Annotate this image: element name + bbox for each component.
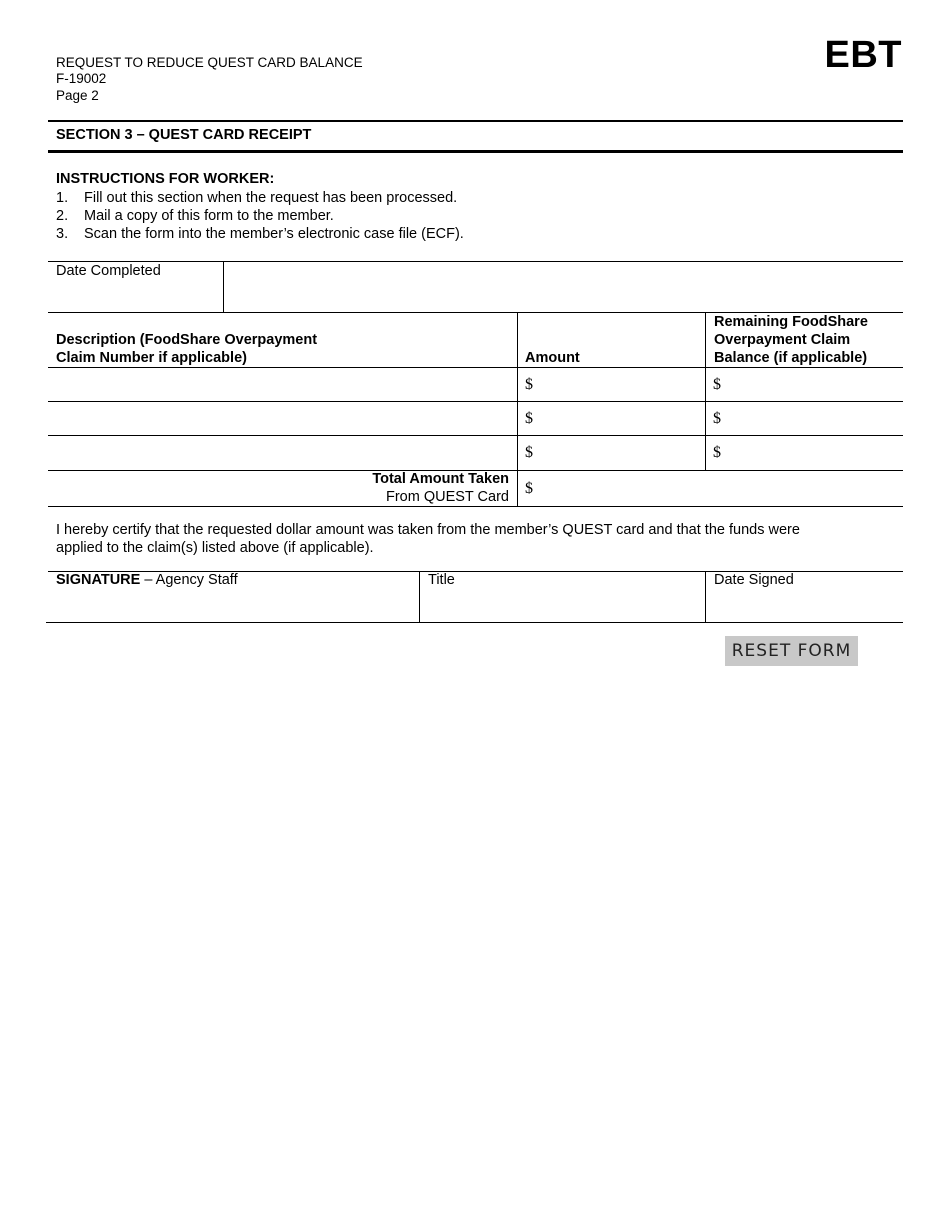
amount-currency-symbol: $ xyxy=(525,410,533,427)
row-amount-field[interactable] xyxy=(536,403,702,434)
instruction-item xyxy=(56,207,334,225)
instruction-text: Mail a copy of this form to the member. xyxy=(84,208,334,224)
total-label xyxy=(48,470,509,506)
ebt-badge: EBT xyxy=(824,34,902,76)
amount-currency-symbol: $ xyxy=(525,444,533,461)
col-header-description-line2: Claim Number if applicable) xyxy=(56,350,247,366)
signature-field[interactable] xyxy=(50,590,416,621)
col-header-remaining-line2: Overpayment Claim xyxy=(714,332,851,348)
signature-row-bottom-rule xyxy=(46,622,903,623)
table-bottom-rule xyxy=(48,506,903,507)
remaining-currency-symbol: $ xyxy=(713,376,721,393)
table-row-rule xyxy=(48,401,903,402)
table-header-rule xyxy=(48,367,903,368)
signature-divider-2 xyxy=(705,571,706,622)
col-header-remaining-line3: Balance (if applicable) xyxy=(714,350,868,366)
signature-label xyxy=(56,571,238,589)
section-title: SECTION 3 – QUEST CARD RECEIPT xyxy=(56,127,312,143)
date-completed-label: Date Completed xyxy=(56,263,161,279)
date-row-top-rule xyxy=(48,261,903,262)
date-signed-label: Date Signed xyxy=(714,572,794,588)
row-description-field[interactable] xyxy=(50,437,515,468)
total-amount-field[interactable] xyxy=(536,472,900,505)
signature-label-rest: – Agency Staff xyxy=(140,572,238,588)
instruction-number: 3. xyxy=(56,226,69,242)
date-row-divider xyxy=(223,261,224,312)
form-number: F-19002 xyxy=(56,71,107,86)
instruction-item xyxy=(56,189,457,207)
instruction-text: Fill out this section when the request has been processed. xyxy=(84,190,458,206)
signature-divider-1 xyxy=(419,571,420,622)
amount-currency-symbol: $ xyxy=(525,376,533,393)
total-currency-symbol: $ xyxy=(525,480,533,497)
row-description-field[interactable] xyxy=(50,403,515,434)
total-label-line1: Total Amount Taken xyxy=(372,471,509,487)
certification-statement xyxy=(56,521,800,557)
instruction-number: 2. xyxy=(56,208,69,224)
table-row-rule xyxy=(48,435,903,436)
date-signed-field[interactable] xyxy=(708,590,900,621)
instructions-title: INSTRUCTIONS FOR WORKER: xyxy=(56,171,275,187)
section-top-rule xyxy=(48,120,903,122)
page-number: Page 2 xyxy=(56,88,99,103)
section-bottom-rule xyxy=(48,150,903,153)
table-col-divider-1 xyxy=(517,312,518,507)
row-amount-field[interactable] xyxy=(536,369,702,400)
title-label: Title xyxy=(428,572,455,588)
total-label-line2: From QUEST Card xyxy=(385,489,509,505)
instruction-item xyxy=(56,225,464,243)
col-header-description-line1: Description (FoodShare Overpayment xyxy=(56,332,318,348)
table-col-divider-2 xyxy=(705,312,706,470)
row-remaining-field[interactable] xyxy=(724,369,900,400)
col-header-remaining xyxy=(714,313,868,367)
instruction-number: 1. xyxy=(56,190,69,206)
remaining-currency-symbol: $ xyxy=(713,444,721,461)
signature-label-bold: SIGNATURE xyxy=(56,572,141,588)
col-header-description xyxy=(56,331,317,367)
row-remaining-field[interactable] xyxy=(724,403,900,434)
col-header-amount: Amount xyxy=(525,350,580,366)
remaining-currency-symbol: $ xyxy=(713,410,721,427)
date-completed-field[interactable] xyxy=(226,264,900,310)
form-title: REQUEST TO REDUCE QUEST CARD BALANCE xyxy=(56,55,363,70)
row-description-field[interactable] xyxy=(50,369,515,400)
certification-line2: applied to the claim(s) listed above (if applicable). xyxy=(56,540,374,556)
col-header-remaining-line1: Remaining FoodShare xyxy=(714,314,868,330)
instruction-text: Scan the form into the member’s electronic case file (ECF). xyxy=(84,226,464,242)
row-remaining-field[interactable] xyxy=(724,437,900,468)
title-field[interactable] xyxy=(422,590,702,621)
reset-form-button[interactable]: RESET FORM xyxy=(725,636,858,666)
row-amount-field[interactable] xyxy=(536,437,702,468)
certification-line1: I hereby certify that the requested dollar amount was taken from the member’s QUEST card and that the funds were xyxy=(56,522,800,538)
